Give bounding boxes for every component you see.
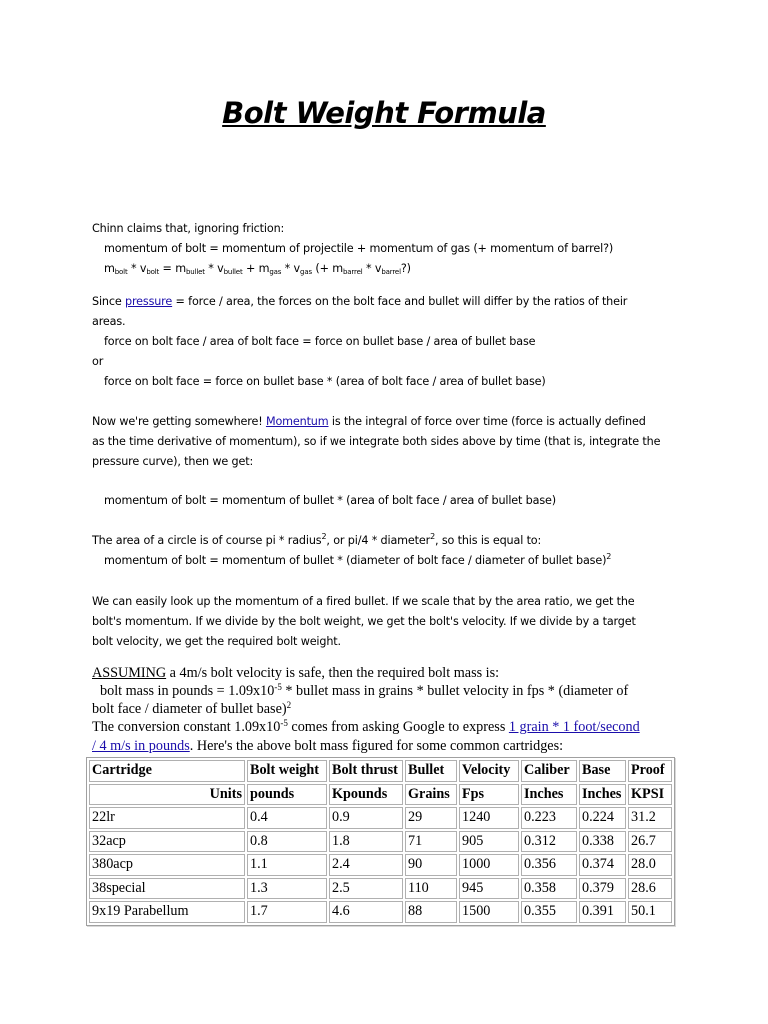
table-cell: 2.5 — [329, 878, 403, 900]
table-cell: 0.223 — [521, 807, 577, 829]
pressure-paragraph-line1: Since pressure = force / area, the forces on the bolt face and bullet will differ by the ratios of their — [92, 295, 628, 308]
table-cell: 50.1 — [628, 901, 672, 923]
table-cell: Cartridge — [89, 760, 245, 782]
momentum-paragraph-line2: as the time derivative of momentum), so if we integrate both sides above by time (that is, integrate the — [92, 435, 661, 448]
table-row — [89, 878, 672, 900]
lookup-paragraph-line2: bolt's momentum. If we divide by the bolt weight, we get the bolt's velocity. If we divide by a target — [92, 615, 636, 628]
table-cell: 945 — [459, 878, 519, 900]
conversion-text-line2: / 4 m/s in pounds. Here's the above bolt mass figured for some common cartridges: — [92, 738, 564, 754]
table-cell: 22lr — [89, 807, 245, 829]
page-title: Bolt Weight Formula — [222, 96, 546, 130]
pressure-link[interactable]: pressure — [125, 295, 173, 308]
table-cell: 0.224 — [579, 807, 626, 829]
table-cell: 28.0 — [628, 854, 672, 876]
table-cell: 0.312 — [521, 831, 577, 853]
table-cell: 0.9 — [329, 807, 403, 829]
table-cell: 1.7 — [247, 901, 327, 923]
table-cell: 29 — [405, 807, 457, 829]
table-cell: Units — [89, 784, 245, 806]
table-cell: 1.8 — [329, 831, 403, 853]
table-header-row — [89, 760, 672, 782]
table-cell: 0.391 — [579, 901, 626, 923]
google-conversion-link[interactable]: 1 grain * 1 foot/second — [508, 719, 640, 735]
table-cell: Inches — [521, 784, 577, 806]
pressure-paragraph-line2: areas. — [92, 315, 126, 328]
momentum-result-equation: momentum of bolt = momentum of bullet * (area of bolt face / area of bullet base) — [104, 494, 556, 507]
table-cell: 110 — [405, 878, 457, 900]
table-units-row — [89, 784, 672, 806]
assuming-text: ASSUMING a 4m/s bolt velocity is safe, then the required bolt mass is: — [92, 665, 500, 681]
table-cell: Bolt thrust — [329, 760, 403, 782]
table-cell: 26.7 — [628, 831, 672, 853]
momentum-paragraph-line1: Now we're getting somewhere! Momentum is the integral of force over time (force is actually defined — [92, 415, 646, 428]
table-cell: 1000 — [459, 854, 519, 876]
table-cell: 0.8 — [247, 831, 327, 853]
table-cell: pounds — [247, 784, 327, 806]
table-cell: 32acp — [89, 831, 245, 853]
table-row — [89, 854, 672, 876]
table-cell: Kpounds — [329, 784, 403, 806]
table-cell: Velocity — [459, 760, 519, 782]
table-row — [89, 831, 672, 853]
diameter-equation: momentum of bolt = momentum of bullet * (diameter of bolt face / diameter of bullet base)$^2$ — [104, 552, 612, 567]
table-cell: Caliber — [521, 760, 577, 782]
table-cell: 38special — [89, 878, 245, 900]
claim-text: Chinn claims that, ignoring friction: — [92, 222, 285, 235]
table-cell: Proof — [628, 760, 672, 782]
table-cell: Base — [579, 760, 626, 782]
table-cell: 0.4 — [247, 807, 327, 829]
table-cell: 31.2 — [628, 807, 672, 829]
table-cell: 1.3 — [247, 878, 327, 900]
table-cell: 4.6 — [329, 901, 403, 923]
table-cell: Bolt weight — [247, 760, 327, 782]
lookup-paragraph-line3: bolt velocity, we get the required bolt weight. — [92, 635, 341, 648]
or-text: or — [92, 355, 104, 368]
lookup-paragraph-line1: We can easily look up the momentum of a fired bullet. If we scale that by the area ratio, we get the — [92, 595, 635, 608]
table-cell: 28.6 — [628, 878, 672, 900]
table-cell: 2.4 — [329, 854, 403, 876]
table-cell: 0.338 — [579, 831, 626, 853]
momentum-link[interactable]: Momentum — [265, 415, 329, 428]
table-cell: KPSI — [628, 784, 672, 806]
table-cell: 0.374 — [579, 854, 626, 876]
conversion-text-line1: The conversion constant $1.09x10^{-5}$ comes from asking Google to express 1 grain * 1 foot/second — [92, 718, 640, 735]
table-cell: 1240 — [459, 807, 519, 829]
momentum-equation: momentum of bolt = momentum of projectile + momentum of gas (+ momentum of barrel?) — [104, 242, 614, 255]
table-cell: 380acp — [89, 854, 245, 876]
table-row — [89, 807, 672, 829]
bolt-mass-equation-line1: bolt mass in pounds = $1.09x10^{-5}$ * bullet mass in grains * bullet velocity in fps * (diameter of — [100, 682, 629, 699]
momentum-formula: $m_{bolt} * v_{bolt} = m_{bullet} * v_{bullet} + m_{gas} * v_{gas}$ (+ $m_{barrel}$ * $v_{barrel}$?) — [104, 262, 411, 276]
momentum-paragraph-line3: pressure curve), then we get: — [92, 455, 254, 468]
table-cell: 1500 — [459, 901, 519, 923]
google-conversion-link-cont[interactable]: / 4 m/s in pounds — [92, 738, 190, 754]
force-equation: force on bolt face = force on bullet base * (area of bolt face / area of bullet base) — [104, 375, 546, 388]
table-cell: 905 — [459, 831, 519, 853]
cartridge-table — [86, 757, 675, 926]
table-cell: Inches — [579, 784, 626, 806]
table-cell: 9x19 Parabellum — [89, 901, 245, 923]
table-cell: 1.1 — [247, 854, 327, 876]
force-area-equation: force on bolt face / area of bolt face = force on bullet base / area of bullet base — [104, 335, 536, 348]
table-cell: 0.358 — [521, 878, 577, 900]
circle-area-text: The area of a circle is of course pi * radius$^2$, or pi/4 * diameter$^2$, so this is equal to: — [92, 532, 542, 547]
table-cell: 0.356 — [521, 854, 577, 876]
table-cell: Fps — [459, 784, 519, 806]
table-cell: Bullet — [405, 760, 457, 782]
bolt-mass-equation-line2: bolt face / diameter of bullet base)$^2$ — [92, 700, 292, 717]
table-cell: 0.379 — [579, 878, 626, 900]
table-cell: Grains — [405, 784, 457, 806]
table-cell: 0.355 — [521, 901, 577, 923]
table-cell: 88 — [405, 901, 457, 923]
table-cell: 71 — [405, 831, 457, 853]
table-row — [89, 901, 672, 923]
table-cell: 90 — [405, 854, 457, 876]
